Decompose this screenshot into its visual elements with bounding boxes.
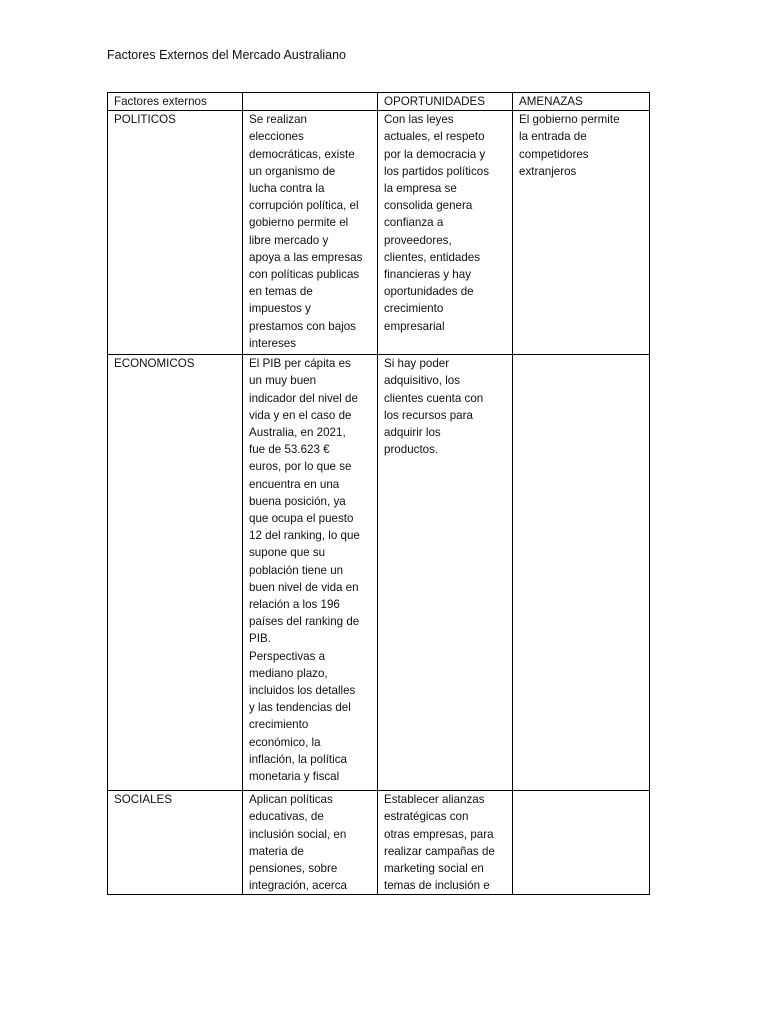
cell-factor: POLITICOS xyxy=(108,111,243,355)
external-factors-table xyxy=(107,92,650,895)
cell-opportunities: Con las leyes actuales, el respeto por la democracia y los partidos políticos la empresa se consolida genera confianza a proveedores, clientes, entidades financieras y hay oportunidades de crecimiento empresarial xyxy=(378,111,513,355)
header-cell-factors: Factores externos xyxy=(108,93,243,111)
table-row-sociales xyxy=(108,791,650,895)
cell-factor: ECONOMICOS xyxy=(108,355,243,791)
cell-threats xyxy=(513,791,650,895)
cell-description: Aplican políticas educativas, de inclusión social, en materia de pensiones, sobre integración, acerca xyxy=(243,791,378,895)
table-row-economicos xyxy=(108,355,650,791)
cell-threats xyxy=(513,355,650,791)
table-row-politicos xyxy=(108,111,650,355)
cell-opportunities: Establecer alianzas estratégicas con otras empresas, para realizar campañas de marketing social en temas de inclusión e xyxy=(378,791,513,895)
header-cell-opportunities: OPORTUNIDADES xyxy=(378,93,513,111)
cell-factor: SOCIALES xyxy=(108,791,243,895)
table-header-row xyxy=(108,93,650,111)
document-title: Factores Externos del Mercado Australiano xyxy=(107,48,347,62)
cell-description: El PIB per cápita es un muy buen indicador del nivel de vida y en el caso de Australia, en 2021, fue de 53.623 € euros, por lo que se encuentra en una buena posición, ya que ocupa el puesto 12 del ranking, lo que supone que su población tiene un buen nivel de vida en relación a los 196 países del ranking de PIB. Perspectivas a mediano plazo, incluidos los detalles y las tendencias del crecimiento económico, la inflación, la política monetaria y fiscal xyxy=(243,355,378,791)
header-cell-description xyxy=(243,93,378,111)
cell-description: Se realizan elecciones democráticas, existe un organismo de lucha contra la corrupción política, el gobierno permite el libre mercado y apoya a las empresas con políticas publicas en temas de impuestos y prestamos con bajos intereses xyxy=(243,111,378,355)
cell-opportunities: Si hay poder adquisitivo, los clientes cuenta con los recursos para adquirir los productos. xyxy=(378,355,513,791)
header-cell-threats: AMENAZAS xyxy=(513,93,650,111)
cell-threats: El gobierno permite la entrada de competidores extranjeros xyxy=(513,111,650,355)
